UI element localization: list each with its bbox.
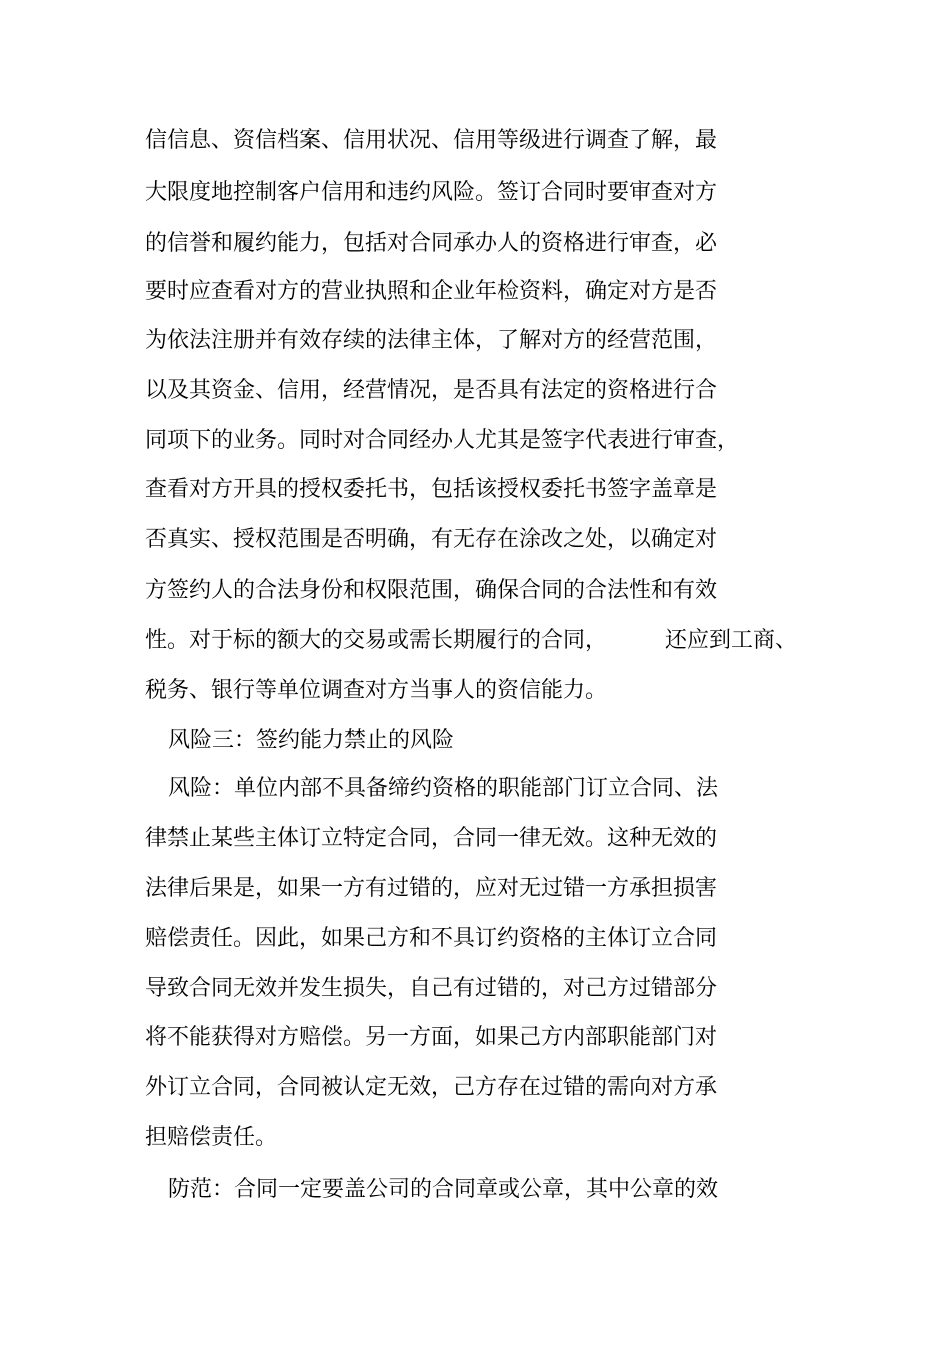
text-line: 否真实、授权范围是否明确，有无存在涂改之处，以确定对 [145, 527, 718, 552]
text-line: 律禁止某些主体订立特定合同，合同一律无效。这种无效的 [145, 826, 718, 851]
text-line: 查看对方开具的授权委托书，包括该授权委托书签字盖章是 [145, 477, 718, 502]
text-line: 将不能获得对方赔偿。另一方面，如果己方内部职能部门对 [145, 1025, 718, 1050]
text-line: 赔偿责任。因此，如果己方和不具订约资格的主体订立合同 [145, 926, 718, 951]
text-line: 同项下的业务。同时对合同经办人尤其是签字代表进行审查， [145, 428, 740, 453]
text-line [145, 626, 797, 656]
text-line: 风险：单位内部不具备缔约资格的职能部门订立合同、法 [168, 776, 719, 801]
text-line: 税务、银行等单位调查对方当事人的资信能力。 [145, 678, 608, 703]
text-line: 方签约人的合法身份和权限范围，确保合同的合法性和有效 [145, 578, 718, 603]
text-line: 为依法注册并有效存续的法律主体，了解对方的经营范围， [145, 328, 718, 353]
section-heading: 风险三：签约能力禁止的风险 [168, 728, 455, 753]
text-segment: 性。对于标的额大的交易或需长期履行的合同， [145, 628, 608, 653]
text-line: 信信息、资信档案、信用状况、信用等级进行调查了解，最 [145, 128, 718, 153]
text-line: 以及其资金、信用，经营情况，是否具有法定的资格进行合 [145, 378, 718, 403]
text-segment: 还应到工商、 [665, 628, 798, 653]
text-line: 要时应查看对方的营业执照和企业年检资料，确定对方是否 [145, 279, 718, 304]
text-line: 的信誉和履约能力，包括对合同承办人的资格进行审查，必 [145, 231, 718, 256]
text-line: 外订立合同，合同被认定无效，己方存在过错的需向对方承 [145, 1075, 718, 1100]
text-line: 防范：合同一定要盖公司的合同章或公章，其中公章的效 [168, 1177, 719, 1202]
text-line: 担赔偿责任。 [145, 1125, 278, 1150]
text-line: 大限度地控制客户信用和违约风险。签订合同时要审查对方 [145, 180, 718, 205]
text-line: 导致合同无效并发生损失，自己有过错的，对己方过错部分 [145, 976, 718, 1001]
text-line: 法律后果是，如果一方有过错的，应对无过错一方承担损害 [145, 876, 718, 901]
